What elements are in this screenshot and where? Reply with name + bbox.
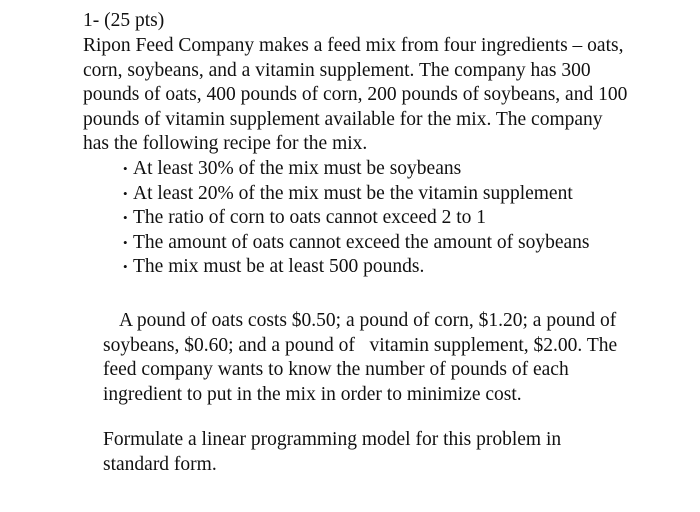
constraint-item — [123, 206, 589, 231]
task-paragraph — [103, 428, 683, 477]
constraint-list — [123, 157, 589, 280]
problem-intro — [83, 34, 683, 157]
bullet-icon: • — [123, 234, 128, 250]
cost-line: A pound of oats costs $0.50; a pound of corn, $1.20; a pound of — [119, 310, 617, 331]
constraint-text: At least 30% of the mix must be soybeans — [133, 158, 462, 179]
constraint-item — [123, 182, 589, 207]
cost-line: ingredient to put in the mix in order to minimize cost. — [103, 383, 522, 405]
bullet-icon: • — [123, 185, 128, 201]
bullet-icon: • — [123, 259, 128, 274]
constraint-item — [123, 255, 589, 280]
constraint-item — [123, 157, 589, 182]
bullet-icon: • — [123, 210, 128, 225]
intro-line: pounds of vitamin supplement available for the mix. The company — [83, 108, 603, 130]
cost-line: soybeans, $0.60; and a pound of vitamin supplement, $2.00. The — [103, 334, 618, 356]
problem-header: 1- (25 pts) — [83, 10, 165, 31]
intro-line: corn, soybeans, and a vitamin supplement. The company has 300 — [83, 59, 591, 81]
bullet-icon: • — [123, 161, 128, 176]
intro-line: Ripon Feed Company makes a feed mix from four ingredients – oats, — [83, 35, 624, 56]
cost-paragraph — [103, 309, 683, 407]
cost-line: feed company wants to know the number of pounds of each — [103, 359, 569, 380]
intro-line: pounds of oats, 400 pounds of corn, 200 pounds of soybeans, and 100 — [83, 84, 628, 105]
constraint-text: The mix must be at least 500 pounds. — [133, 256, 425, 277]
constraint-item — [123, 231, 589, 256]
constraint-text: The amount of oats cannot exceed the amount of soybeans — [133, 231, 590, 253]
task-line: Formulate a linear programming model for this problem in — [103, 429, 562, 450]
constraint-text: At least 20% of the mix must be the vitamin supplement — [133, 182, 573, 204]
task-line: standard form. — [103, 453, 217, 475]
constraint-text: The ratio of corn to oats cannot exceed 2 to 1 — [133, 207, 487, 228]
intro-line: has the following recipe for the mix. — [83, 133, 368, 154]
